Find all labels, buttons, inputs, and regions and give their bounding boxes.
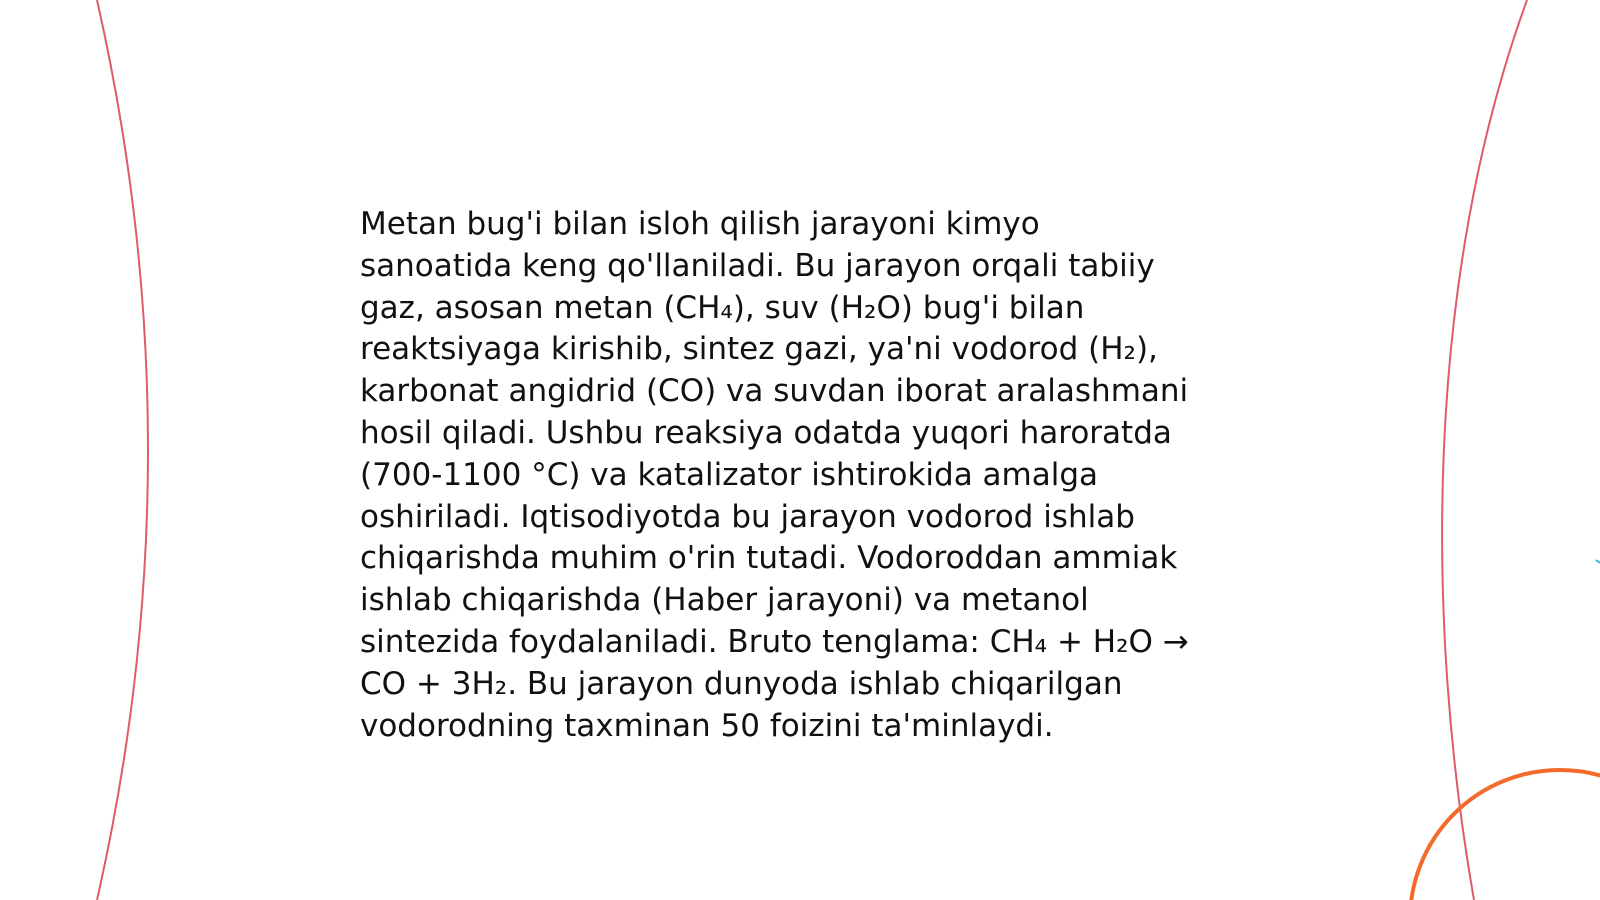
paragraph-line: hosil qiladi. Ushbu reaksiya odatda yuqori haroratda — [360, 414, 1172, 451]
teal-tick-decoration — [1596, 560, 1600, 563]
paragraph-line: CO + 3H₂. Bu jarayon dunyoda ishlab chiqarilgan — [360, 665, 1123, 702]
paragraph-line: sintezida foydalaniladi. Bruto tenglama: CH₄ + H₂O → — [360, 623, 1189, 660]
paragraph-line: Metan bug'i bilan isloh qilish jarayoni kimyo — [360, 206, 1040, 242]
paragraph-line: (700-1100 °C) va katalizator ishtirokida amalga — [360, 456, 1099, 493]
paragraph-line: vodorodning taxminan 50 foizini ta'minlaydi. — [360, 707, 1054, 744]
corner-circle-decoration — [1410, 770, 1600, 900]
body-paragraph — [360, 204, 1240, 747]
right-arc-decoration — [1442, 0, 1527, 900]
paragraph-line: chiqarishda muhim o'rin tutadi. Vodoroddan ammiak — [360, 540, 1178, 577]
paragraph-line: reaktsiyaga kirishib, sintez gazi, ya'ni vodorod (H₂), — [360, 331, 1158, 368]
left-arc-decoration — [97, 0, 148, 900]
paragraph-line: karbonat angidrid (CO) va suvdan iborat aralashmani — [360, 373, 1189, 410]
paragraph-line: sanoatida keng qo'llaniladi. Bu jarayon orqali tabiiy — [360, 247, 1155, 284]
paragraph-line: oshiriladi. Iqtisodiyotda bu jarayon vodorod ishlab — [360, 498, 1135, 535]
paragraph-line: gaz, asosan metan (CH₄), suv (H₂O) bug'i bilan — [360, 289, 1085, 326]
paragraph-line: ishlab chiqarishda (Haber jarayoni) va metanol — [360, 582, 1089, 619]
